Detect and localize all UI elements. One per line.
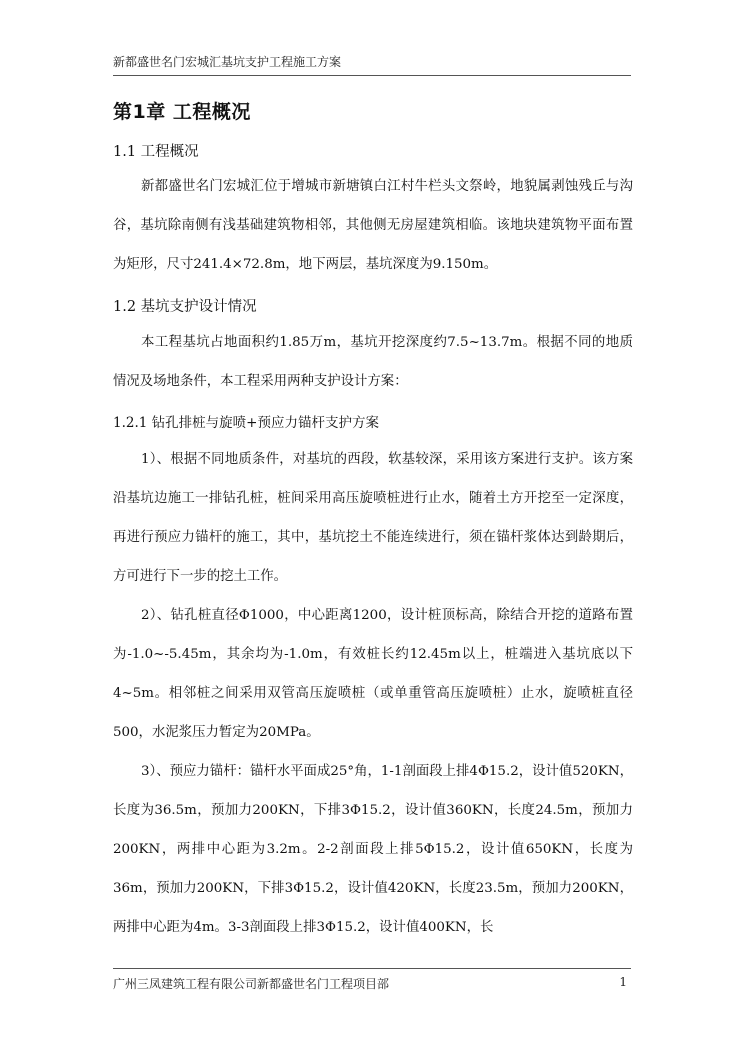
list-item-2: 2）、钻孔桩直径Φ1000，中心距离1200，设计桩顶标高，除结合开挖的道路布置为-1.0~-5.45m，其余均为-1.0m，有效桩长约12.45m以上，桩端进入基坑底以下4~5m。相邻桩之间采用双管高压旋喷桩（或单重管高压旋喷桩）止水，旋喷桩直径500，水泥浆压力暂定为20MPa。	[113, 608, 633, 740]
list-item-1: 1）、根据不同地质条件，对基坑的西段，软基较深，采用该方案进行支护。该方案沿基坑边施工一排钻孔桩，桩间采用高压旋喷桩进行止水，随着土方开挖至一定深度，再进行预应力锚杆的施工，其中，基坑挖土不能连续进行，须在锚杆浆体达到龄期后，方可进行下一步的挖土工作。	[113, 452, 633, 584]
paragraph-1-2: 本工程基坑占地面积约1.85万m，基坑开挖深度约7.5~13.7m。根据不同的地质情况及场地条件，本工程采用两种支护设计方案：	[113, 335, 633, 389]
header-rule	[113, 75, 631, 76]
page-number: 1	[619, 975, 627, 989]
section-heading-1-2-1: 1.2.1 钻孔排桩与旋喷+预应力锚杆支护方案	[113, 415, 379, 431]
chapter-title: 第1章 工程概况	[113, 101, 251, 123]
list-item-3: 3）、预应力锚杆：锚杆水平面成25°角，1-1剖面段上排4Φ15.2，设计值520KN，长度为36.5m，预加力200KN，下排3Φ15.2，设计值360KN，长度24.5m，预加力200KN，两排中心距为3.2m。2-2剖面段上排5Φ15.2，设计值650KN，长度为36m，预加力200KN，下排3Φ15.2，设计值420KN，长度23.5m，预加力200KN，两排中心距为4m。3-3剖面段上排3Φ15.2，设计值400KN，长	[113, 764, 633, 935]
paragraph-1-1: 新都盛世名门宏城汇位于增城市新塘镇白江村牛栏头文祭岭，地貌属剥蚀残丘与沟谷，基坑除南侧有浅基础建筑物相邻，其他侧无房屋建筑相临。该地块建筑物平面布置为矩形，尺寸241.4×72.8m，地下两层，基坑深度为9.150m。	[113, 179, 633, 272]
section-heading-1-1: 1.1 工程概况	[113, 144, 199, 160]
running-header: 新都盛世名门宏城汇基坑支护工程施工方案	[113, 55, 342, 69]
footer-company: 广州三凤建筑工程有限公司新都盛世名门工程项目部	[113, 977, 390, 991]
section-heading-1-2: 1.2 基坑支护设计情况	[113, 299, 257, 315]
footer-rule	[113, 968, 631, 969]
